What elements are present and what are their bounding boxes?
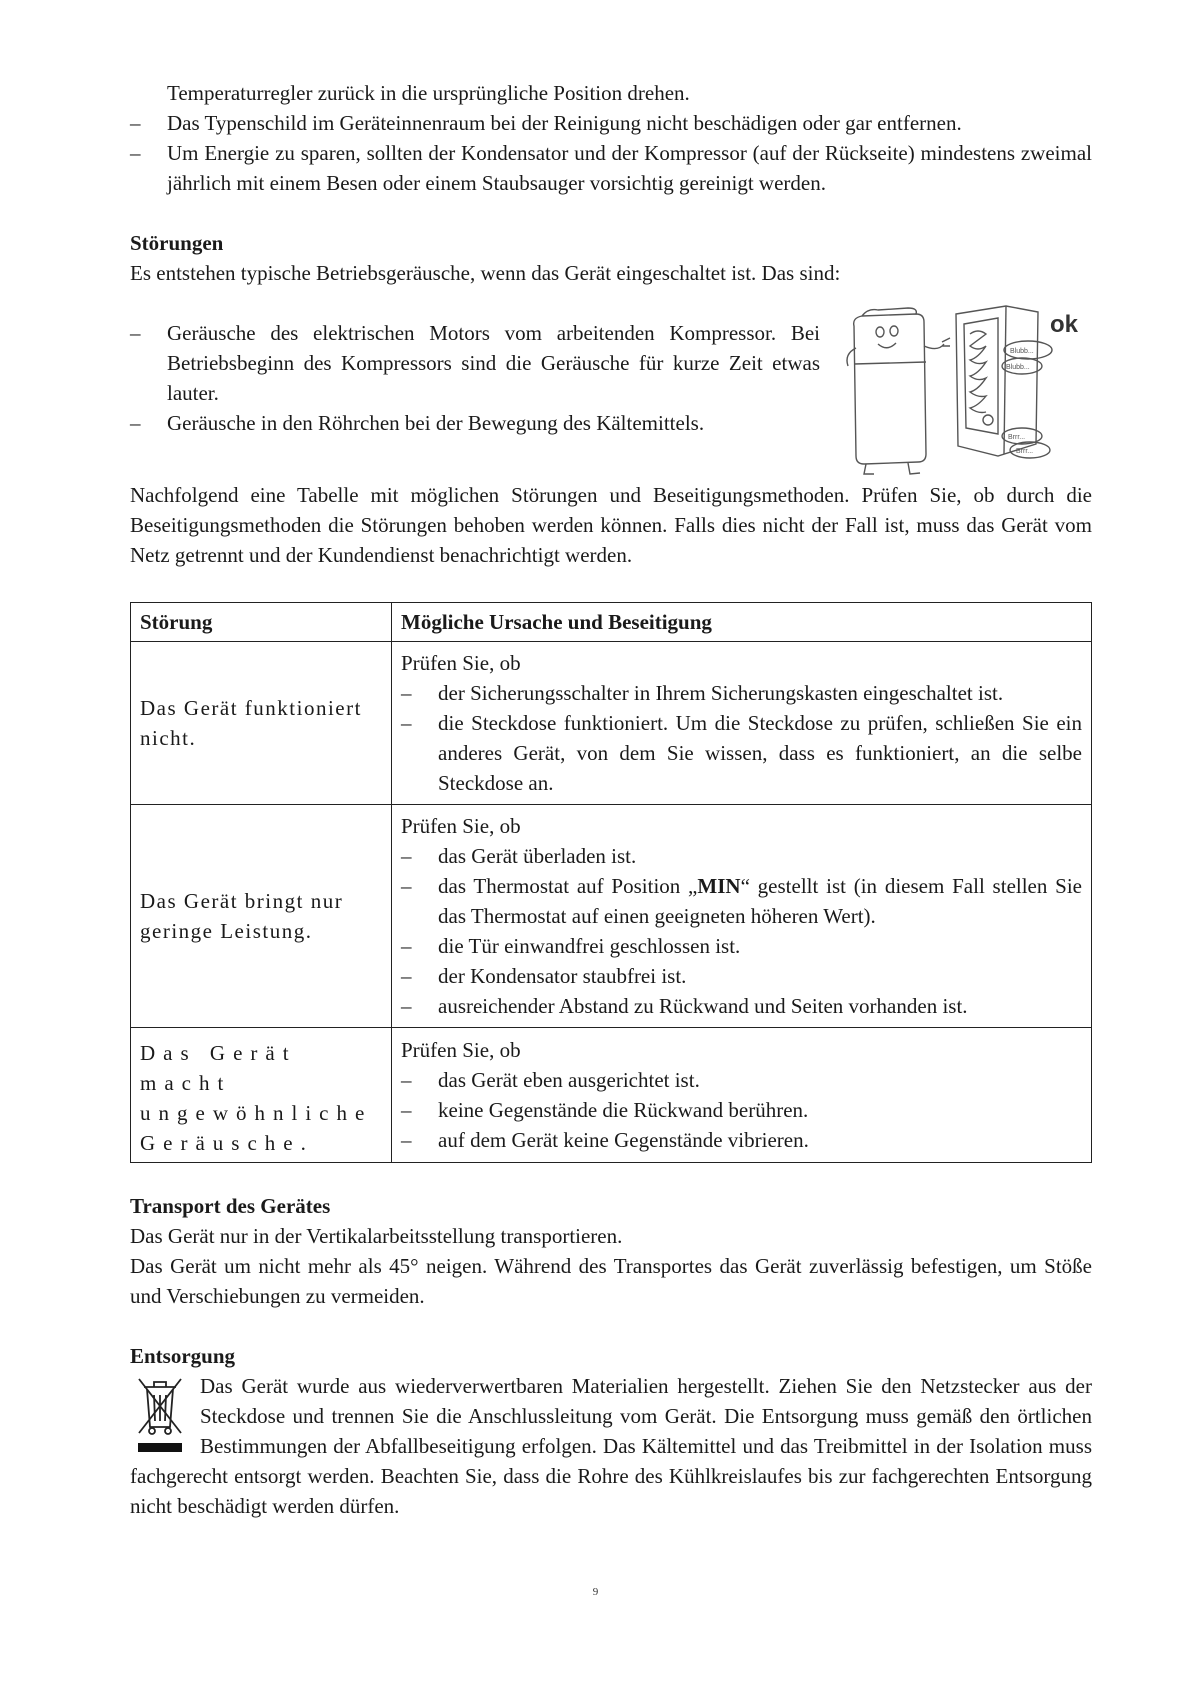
fridge-noise-illustration [838,304,1088,482]
list-item: – keine Gegenstände die Rückwand berühren. [401,1098,809,1122]
list-item: – Geräusche in den Röhrchen bei der Bewegung des Kältemittels. [130,408,820,438]
section-heading-transport: Transport des Gerätes [130,1194,331,1218]
list-item: – Das Typenschild im Geräteinnenraum bei der Reinigung nicht beschädigen oder gar entfernen. [130,108,1092,138]
list-item: – die Tür einwandfrei geschlossen ist. [401,934,741,958]
fault-cell: Das Gerät bringt nur geringe Leistung. [131,805,392,1028]
weee-crossed-bin-icon [134,1373,186,1455]
cause-cell [392,1028,1092,1163]
section-heading-stoerungen: Störungen [130,231,224,255]
section-heading-entsorgung: Entsorgung [130,1344,236,1368]
bubble-text: Brrr... [1008,434,1026,441]
column-header-fault: Störung [131,603,392,642]
list-item: – Um Energie zu sparen, sollten der Kondensator und der Kompressor (auf der Rückseite) mindestens zweimal jährlich mit einem Besen oder einem Staubsauger vorsichtig gereinigt werden. [130,138,1092,198]
bubble-text: Blubb... [1010,348,1034,355]
list-item: – der Sicherungsschalter in Ihrem Sicherungskasten eingeschaltet ist. [401,681,1004,705]
list-item: – das Gerät überladen ist. [401,844,637,868]
list-item: – das Thermostat auf Position „MIN“ gestellt ist (in diesem Fall stellen Sie das Thermostat auf einen geeigneten höheren Wert). [401,874,1082,928]
bubble-text: Blubb... [1006,364,1030,371]
dash-bullet: – [130,411,141,435]
cause-list [401,1065,1082,1155]
list-item: – das Gerät eben ausgerichtet ist. [401,1068,700,1092]
cause-cell [392,642,1092,805]
table-row [131,805,1092,1028]
list-item: – ausreichender Abstand zu Rückwand und Seiten vorhanden ist. [401,994,968,1018]
table-row [131,642,1092,805]
transport-line-2: Das Gerät um nicht mehr als 45° neigen. Während des Transportes das Gerät zuverlässig befestigen, um Stöße und Verschiebungen zu vermeiden. [130,1254,1092,1308]
column-header-cause: Mögliche Ursache und Beseitigung [392,603,1092,642]
dash-bullet: – [130,321,141,345]
intro-list [130,108,1092,198]
table-intro: Nachfolgend eine Tabelle mit möglichen Störungen und Beseitigungsmethoden. Prüfen Sie, ob durch die Beseitigungsmethoden die Störungen behoben werden können. Falls dies nicht der Fall ist, muss das Gerät vom Netz getrennt und der Kundendienst benachrichtigt werden. [130,483,1092,567]
disposal-text: Das Gerät wurde aus wiederverwertbaren Materialien hergestellt. Ziehen Sie den Netzstecker aus der Steckdose und trennen Sie die Anschlussleitung vom Gerät. Die Entsorgung muss gemäß den örtlichen Bestimmungen der Abfallbeseitigung erfolgen. Das Kältemittel und das Treibmittel in der Isolation muss fachgerecht entsorgt werden. Beachten Sie, dass die Rohre des Kühlkreislaufes bis zur fachgerechten Entsorgung nicht beschädigt werden dürfen. [130,1374,1092,1518]
noise-list [130,318,820,438]
fault-cell: Das Gerät funktioniert nicht. [131,642,392,805]
dash-bullet: – [130,141,141,165]
cause-list [401,841,1082,1021]
transport-line-1: Das Gerät nur in der Vertikalarbeitsstellung transportieren. [130,1224,623,1248]
list-item: – die Steckdose funktioniert. Um die Steckdose zu prüfen, schließen Sie ein anderes Gerät, von dem Sie wissen, dass es funktioniert, an die selbe Steckdose an. [401,711,1082,795]
cause-list [401,678,1082,798]
table-header-row [131,603,1092,642]
fault-table [130,602,1092,1163]
cause-lead: Prüfen Sie, ob [401,814,521,838]
noise-block [130,311,1092,468]
page-content [130,78,1092,1521]
list-item: – Geräusche des elektrischen Motors vom arbeitenden Kompressor. Bei Betriebsbeginn des Kompressors sind die Geräusche für kurze Zeit etwas lauter. [130,318,820,408]
disposal-block [130,1371,1092,1521]
cause-cell [392,805,1092,1028]
list-item: – der Kondensator staubfrei ist. [401,964,687,988]
table-row [131,1028,1092,1163]
list-item: – auf dem Gerät keine Gegenstände vibrieren. [401,1128,809,1152]
fault-cell: Das Gerät macht ungewöhnliche Geräusche. [131,1028,392,1163]
cause-lead: Prüfen Sie, ob [401,651,521,675]
intro-continuation: Temperaturregler zurück in die ursprüngliche Position drehen. [167,81,690,105]
bubble-text: Brrr... [1016,448,1034,455]
dash-bullet: – [130,111,141,135]
page-number: 9 [592,1586,599,1598]
cause-lead: Prüfen Sie, ob [401,1038,521,1062]
stoerungen-intro: Es entstehen typische Betriebsgeräusche, wenn das Gerät eingeschaltet ist. Das sind: [130,261,841,285]
ok-label: ok [1050,311,1079,338]
